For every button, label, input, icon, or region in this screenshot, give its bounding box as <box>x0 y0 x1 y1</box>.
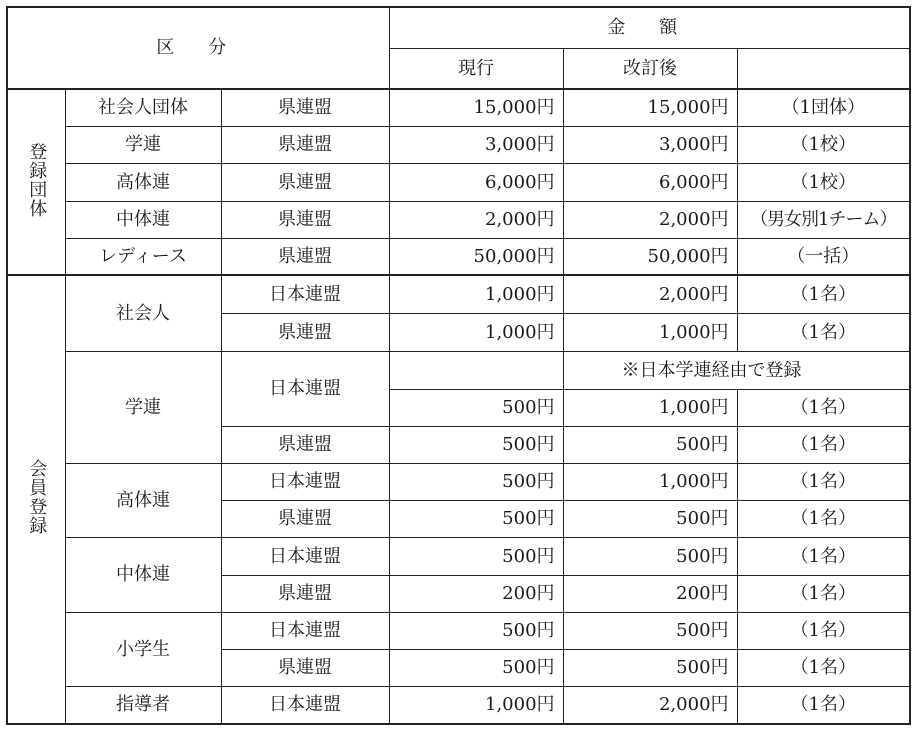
current-fee-cell: 1,000円 <box>389 687 563 724</box>
revised-fee-cell: 2,000円 <box>563 275 737 313</box>
table-row <box>7 127 910 164</box>
table-row <box>7 612 910 649</box>
category-cell: 中体連 <box>65 201 221 238</box>
federation-cell: 県連盟 <box>221 89 389 126</box>
federation-cell: 県連盟 <box>221 501 389 538</box>
revised-fee-cell: 1,000円 <box>563 314 737 352</box>
section-label-registration-org: 登録団体 <box>7 89 65 275</box>
note-cell: （1名） <box>737 463 910 500</box>
current-fee-cell: 1,000円 <box>389 314 563 352</box>
federation-cell: 県連盟 <box>221 238 389 275</box>
table-row <box>7 201 910 238</box>
header-revised: 改訂後 <box>563 48 737 89</box>
current-fee-cell: 500円 <box>389 463 563 500</box>
note-cell: （1名） <box>737 687 910 724</box>
category-cell: 学連 <box>65 352 221 464</box>
header-note <box>737 48 910 89</box>
category-cell: 高体連 <box>65 463 221 537</box>
federation-cell: 日本連盟 <box>221 687 389 724</box>
table-row <box>7 275 910 313</box>
table-row <box>7 238 910 275</box>
current-fee-cell: 6,000円 <box>389 164 563 201</box>
federation-cell: 日本連盟 <box>221 352 389 426</box>
category-cell: 高体連 <box>65 164 221 201</box>
federation-cell: 県連盟 <box>221 127 389 164</box>
current-fee-cell: 2,000円 <box>389 201 563 238</box>
table-row <box>7 89 910 126</box>
current-fee-cell: 1,000円 <box>389 275 563 313</box>
revised-fee-cell: 50,000円 <box>563 238 737 275</box>
note-cell: （1名） <box>737 612 910 649</box>
revised-fee-cell: 500円 <box>563 426 737 463</box>
table-row <box>7 463 910 500</box>
revised-fee-cell: 500円 <box>563 538 737 575</box>
current-fee-cell: 500円 <box>389 649 563 686</box>
federation-cell: 県連盟 <box>221 314 389 352</box>
note-cell: （1校） <box>737 127 910 164</box>
note-cell: （1名） <box>737 426 910 463</box>
note-cell: （1名） <box>737 275 910 313</box>
note-cell: （1名） <box>737 389 910 426</box>
table-row <box>7 538 910 575</box>
note-cell: （1名） <box>737 501 910 538</box>
revised-fee-cell: 3,000円 <box>563 127 737 164</box>
current-fee-cell: 500円 <box>389 501 563 538</box>
note-cell: （1名） <box>737 538 910 575</box>
note-cell: （男女別1チーム） <box>737 201 910 238</box>
header-current: 現行 <box>389 48 563 89</box>
federation-cell: 日本連盟 <box>221 463 389 500</box>
revised-fee-cell: 500円 <box>563 612 737 649</box>
current-fee-cell: 500円 <box>389 612 563 649</box>
category-cell: 社会人団体 <box>65 89 221 126</box>
federation-cell: 日本連盟 <box>221 275 389 313</box>
revised-fee-cell: 6,000円 <box>563 164 737 201</box>
current-fee-cell: 200円 <box>389 575 563 612</box>
category-cell: 中体連 <box>65 538 221 612</box>
current-fee-cell: 50,000円 <box>389 238 563 275</box>
table-row <box>7 164 910 201</box>
revised-fee-cell: 2,000円 <box>563 687 737 724</box>
category-cell: 社会人 <box>65 275 221 351</box>
note-cell: （1名） <box>737 314 910 352</box>
current-fee-cell <box>389 352 563 389</box>
current-fee-cell: 3,000円 <box>389 127 563 164</box>
fee-table <box>6 6 911 725</box>
federation-cell: 県連盟 <box>221 575 389 612</box>
note-cell: （1団体） <box>737 89 910 126</box>
table-row <box>7 352 910 389</box>
revised-fee-cell: 1,000円 <box>563 463 737 500</box>
federation-cell: 日本連盟 <box>221 538 389 575</box>
federation-cell: 県連盟 <box>221 201 389 238</box>
revised-fee-cell: 1,000円 <box>563 389 737 426</box>
federation-cell: 日本連盟 <box>221 612 389 649</box>
category-cell: レディース <box>65 238 221 275</box>
section-label-member-registration: 会員登録 <box>7 275 65 724</box>
current-fee-cell: 500円 <box>389 538 563 575</box>
note-cell: （1校） <box>737 164 910 201</box>
header-kingaku: 金 額 <box>389 7 910 48</box>
header-kubun: 区 分 <box>7 7 389 89</box>
federation-cell: 県連盟 <box>221 649 389 686</box>
table-row <box>7 687 910 724</box>
note-cell: （1名） <box>737 575 910 612</box>
revised-fee-cell: 15,000円 <box>563 89 737 126</box>
current-fee-cell: 500円 <box>389 426 563 463</box>
revised-fee-cell: 200円 <box>563 575 737 612</box>
current-fee-cell: 500円 <box>389 389 563 426</box>
revised-fee-cell: 2,000円 <box>563 201 737 238</box>
note-cell: （1名） <box>737 649 910 686</box>
category-cell: 学連 <box>65 127 221 164</box>
note-cell: （一括） <box>737 238 910 275</box>
revised-fee-cell: 500円 <box>563 501 737 538</box>
revised-fee-cell: 500円 <box>563 649 737 686</box>
federation-cell: 県連盟 <box>221 164 389 201</box>
via-note-cell: ※日本学連経由で登録 <box>563 352 910 389</box>
category-cell: 指導者 <box>65 687 221 724</box>
category-cell: 小学生 <box>65 612 221 686</box>
federation-cell: 県連盟 <box>221 426 389 463</box>
current-fee-cell: 15,000円 <box>389 89 563 126</box>
